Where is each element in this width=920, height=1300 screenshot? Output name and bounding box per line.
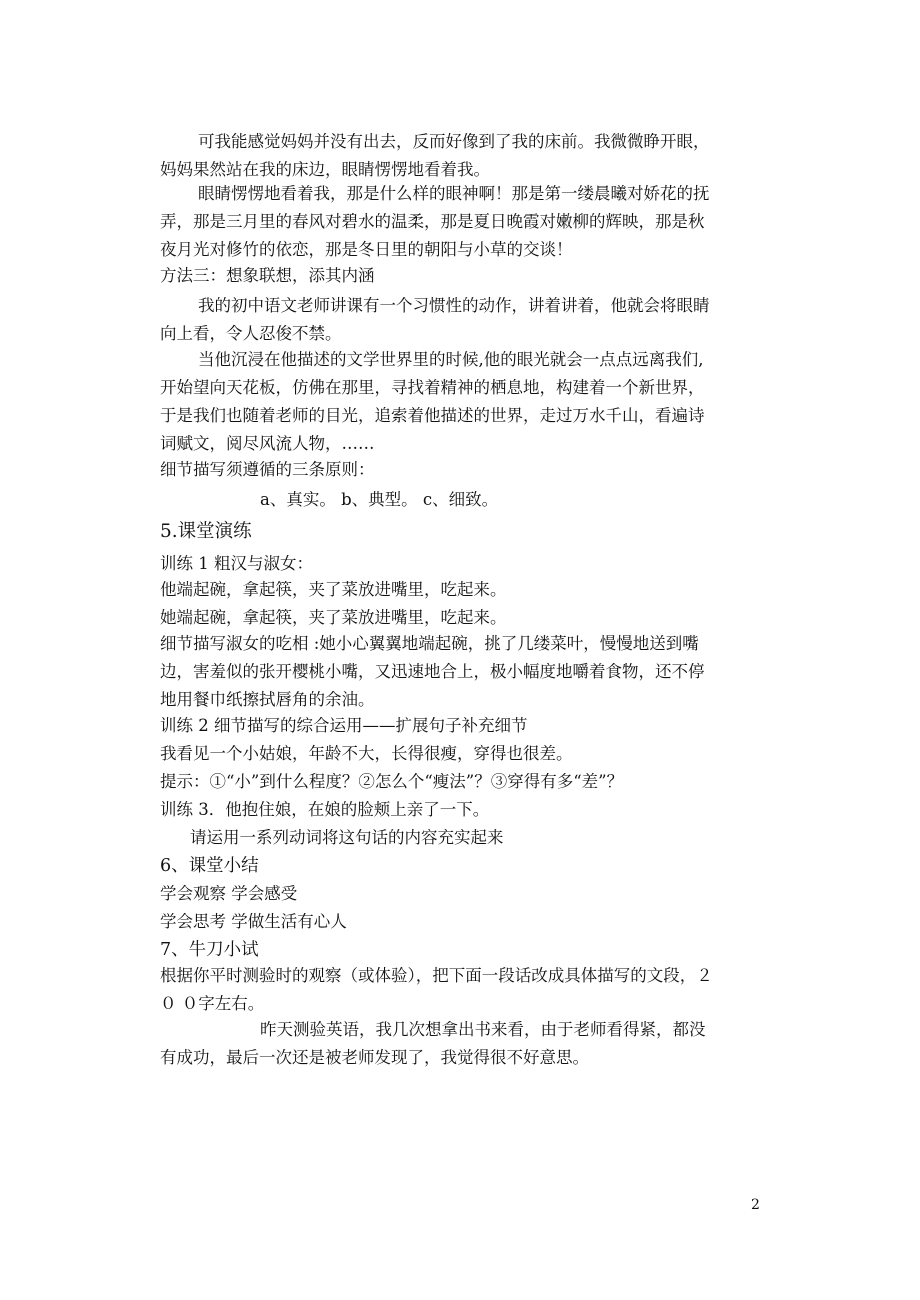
paragraph-line: 边，害羞似的张开樱桃小嘴，又迅速地合上，极小幅度地嚼着食物，还不停 bbox=[160, 662, 705, 681]
instruction-text: 请运用一系列动词将这句话的内容充实起来 bbox=[190, 828, 504, 847]
section-heading: 7、牛刀小试 bbox=[160, 940, 259, 960]
paragraph-2 bbox=[160, 180, 775, 264]
section-heading: 细节描写须遵循的三条原则： bbox=[160, 460, 375, 479]
paragraph-line: 当他沉浸在他描述的文学世界里的时候,他的眼光就会一点点远离我们, bbox=[198, 350, 704, 369]
lady-detail-paragraph bbox=[160, 630, 775, 714]
method-three-heading bbox=[160, 262, 775, 290]
paragraph-line: 昨天测验英语，我几次想拿出书来看，由于老师看得紧，都没 bbox=[260, 1020, 706, 1039]
principles-heading bbox=[160, 456, 775, 484]
verb-instruction bbox=[160, 824, 775, 852]
sentence-she bbox=[160, 604, 775, 632]
summary-line-1 bbox=[160, 880, 775, 908]
paragraph-line: 根据你平时测验时的观察（或体验），把下面一段话改成具体描写的文段，２ bbox=[160, 966, 713, 985]
example-sentence: 他端起碗，拿起筷，夹了菜放进嘴里，吃起来。 bbox=[160, 580, 507, 599]
paragraph-line: 于是我们也随着老师的目光，追索着他描述的世界，走过万水千山，看遍诗 bbox=[160, 406, 705, 425]
example-sentence: 她端起碗，拿起筷，夹了菜放进嘴里，吃起来。 bbox=[160, 608, 507, 627]
paragraph-4 bbox=[160, 346, 775, 458]
training-title: 训练 3．他抱住娘，在娘的脸颊上亲了一下。 bbox=[160, 800, 490, 819]
section-heading: 5.课堂演练 bbox=[160, 521, 252, 542]
example-sentence: 我看见一个小姑娘，年龄不大，长得很瘦，穿得也很差。 bbox=[160, 744, 573, 763]
girl-sentence bbox=[160, 740, 775, 768]
hint-line bbox=[160, 768, 775, 796]
assignment-instruction bbox=[160, 962, 775, 1018]
paragraph-line: 弄，那是三月里的春风对碧水的温柔，那是夏日晚霞对嫩柳的辉映，那是秋 bbox=[160, 212, 705, 231]
page-number: 2 bbox=[751, 1197, 760, 1213]
paragraph-3 bbox=[160, 292, 775, 348]
classroom-practice-heading bbox=[160, 518, 775, 546]
training-one-title bbox=[160, 550, 775, 578]
training-title: 训练 2 细节描写的综合运用——扩展句子补充细节 bbox=[160, 716, 528, 735]
summary-line-2 bbox=[160, 908, 775, 936]
paragraph-line: 地用餐巾纸擦拭唇角的余油。 bbox=[160, 690, 375, 709]
paragraph-line: 词赋文，阅尽风流人物，…… bbox=[160, 434, 375, 453]
paragraph-line: 有成功，最后一次还是被老师发现了，我觉得很不好意思。 bbox=[160, 1048, 589, 1067]
paragraph-line: 细节描写淑女的吃相 :她小心翼翼地端起碗，挑了几缕菜叶，慢慢地送到嘴 bbox=[160, 634, 699, 653]
hint-text: 提示：①“小”到什么程度？②怎么个“瘦法”？③穿得有多“差”？ bbox=[160, 772, 624, 791]
paragraph-line: 向上看，令人忍俊不禁。 bbox=[160, 324, 342, 343]
paragraph-line: 夜月光对修竹的依恋，那是冬日里的朝阳与小草的交谈！ bbox=[160, 240, 573, 259]
paragraph-line: ０ ０字左右。 bbox=[160, 994, 265, 1013]
paragraph-line: 眼睛愣愣地看着我，那是什么样的眼神啊！那是第一缕晨曦对娇花的抚 bbox=[198, 184, 710, 203]
principles-list bbox=[160, 486, 775, 514]
practice-heading bbox=[160, 936, 775, 964]
summary-heading bbox=[160, 852, 775, 880]
training-three-title bbox=[160, 796, 775, 824]
paragraph-1 bbox=[160, 128, 775, 184]
paragraph-line: 开始望向天花板，仿佛在那里，寻找着精神的栖息地，构建着一个新世界， bbox=[160, 378, 705, 397]
paragraph-line: 可我能感觉妈妈并没有出去，反而好像到了我的床前。我微微睁开眼， bbox=[198, 132, 710, 151]
sentence-he bbox=[160, 576, 775, 604]
assignment-text bbox=[160, 1016, 775, 1072]
paragraph-line: 我的初中语文老师讲课有一个习惯性的动作，讲着讲着，他就会将眼睛 bbox=[198, 296, 710, 315]
section-heading: 方法三：想象联想，添其内涵 bbox=[160, 266, 375, 285]
training-two-title bbox=[160, 712, 775, 740]
principles-line: a、真实。 b、典型。 c、细致。 bbox=[260, 490, 499, 509]
paragraph-line: 妈妈果然站在我的床边，眼睛愣愣地看着我。 bbox=[160, 160, 490, 179]
summary-text: 学会观察 学会感受 bbox=[160, 884, 298, 903]
summary-text: 学会思考 学做生活有心人 bbox=[160, 912, 347, 931]
training-title: 训练 1 粗汉与淑女： bbox=[160, 554, 313, 573]
section-heading: 6、课堂小结 bbox=[160, 856, 259, 876]
